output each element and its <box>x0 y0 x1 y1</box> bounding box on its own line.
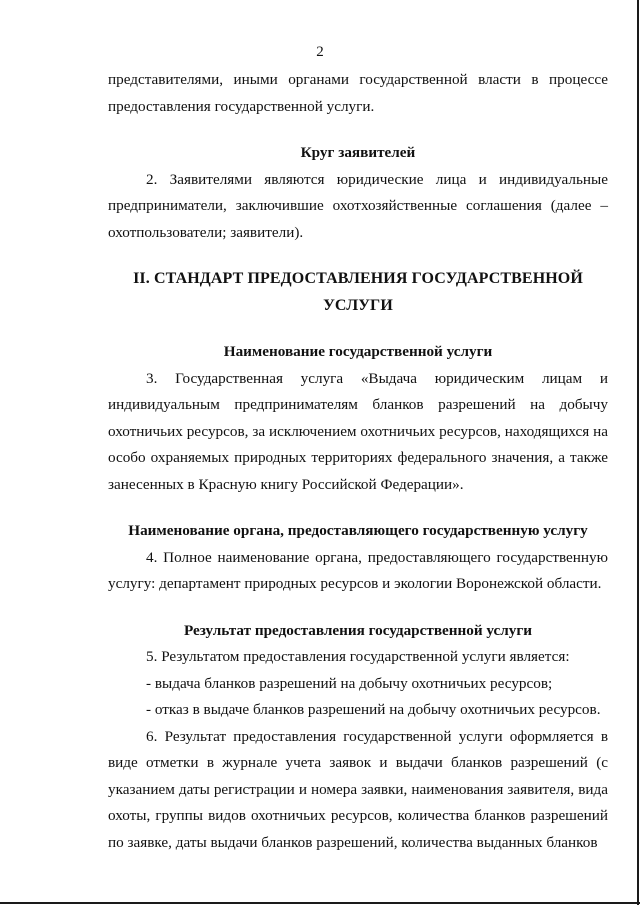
spacer <box>108 598 608 618</box>
paragraph-2: 2. Заявителями являются юридические лица и индивидуальные предприниматели, заключившие охотхозяйственные соглашения (далее – охотпользователи; заявители). <box>108 170 608 241</box>
section-ii-title: II. СТАНДАРТ ПРЕДОСТАВЛЕНИЯ ГОСУДАРСТВЕННОЙ УСЛУГИ <box>133 270 583 314</box>
paragraph-5: 5. Результатом предоставления государственной услуги является: <box>146 648 570 665</box>
paragraph-6: 6. Результат предоставления государственной услуги оформляется в виде отметки в журнале учета заявок и выдачи бланков разрешений (с указанием даты регистрации и номера заявки, наименования заявителя, вида охоты, группы видов охотничьих ресурсов, количества бланков разрешений по заявке, даты выдачи бланков разрешений, количества выданных бланков <box>108 727 608 851</box>
spacer <box>108 120 608 140</box>
spacer <box>108 319 608 339</box>
result-item-2: - отказ в выдаче бланков разрешений на добычу охотничьих ресурсов. <box>146 701 601 718</box>
paragraph-4: 4. Полное наименование органа, предоставляющего государственную услугу: департамент природных ресурсов и экологии Воронежской области. <box>108 548 608 592</box>
document-body <box>108 67 608 856</box>
scan-edge-bottom <box>0 902 640 904</box>
spacer <box>108 246 608 266</box>
result-heading: Результат предоставления государственной услуги <box>183 621 533 639</box>
paragraph-3: 3. Государственная услуга «Выдача юридическим лицам и индивидуальным предпринимателям бланков разрешений на добычу охотничьих ресурсов, за исключением охотничьих ресурсов, находящихся на особо охраняемых природных территориях федерального значения, а также занесенных в Красную книгу Российской Федерации». <box>108 369 608 493</box>
intro-paragraph: представителями, иными органами государственной власти в процессе предоставления государственной услуги. <box>108 71 608 115</box>
authority-heading: Наименование органа, предоставляющего государственную услугу <box>128 522 588 539</box>
result-item-1: - выдача бланков разрешений на добычу охотничьих ресурсов; <box>146 674 553 692</box>
service-name-heading: Наименование государственной услуги <box>223 343 493 360</box>
applicants-heading: Круг заявителей <box>300 144 416 161</box>
page-number: 2 <box>316 44 324 60</box>
scan-edge-right <box>637 0 639 905</box>
spacer <box>108 498 608 518</box>
